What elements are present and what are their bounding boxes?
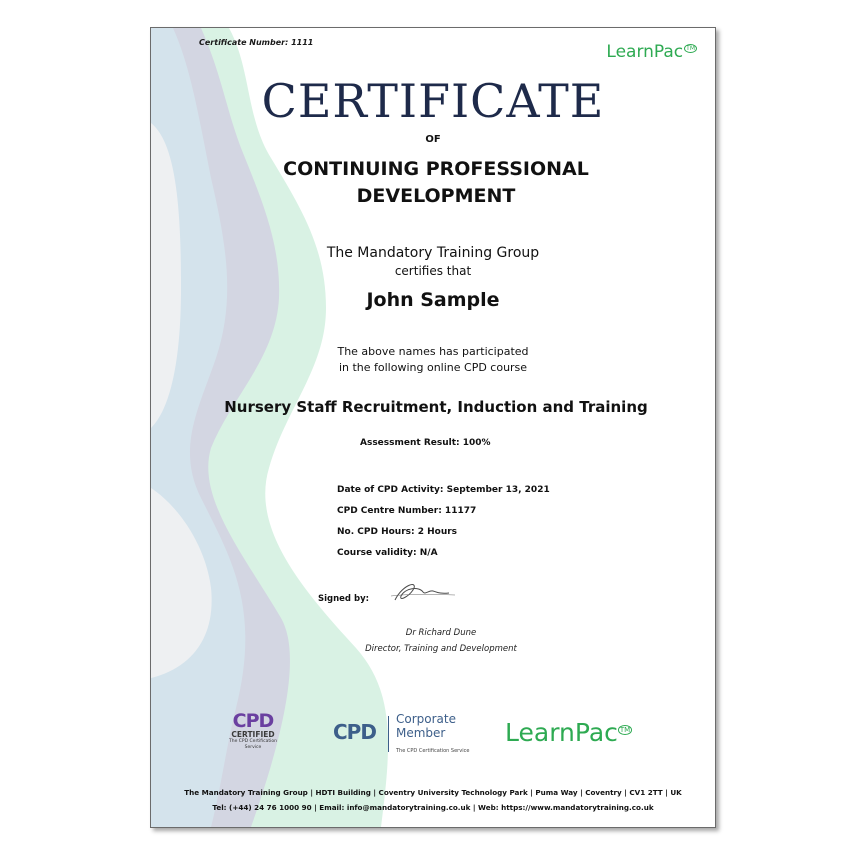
certificate-number: Certificate Number: 1111	[199, 38, 314, 47]
corporate-member-text	[396, 712, 456, 740]
certifies-text: certifies that	[394, 264, 472, 278]
participation-line-2: in the following online CPD course	[338, 361, 528, 374]
detail-date: Date of CPD Activity: September 13, 2021	[337, 485, 550, 495]
detail-hours: No. CPD Hours: 2 Hours	[337, 527, 458, 537]
signer-title: Director, Training and Development	[365, 644, 517, 654]
learnpac-logo	[505, 718, 632, 747]
course-name: Nursery Staff Recruitment, Induction and Training	[224, 398, 648, 416]
participation-statement	[151, 344, 715, 376]
detail-validity: Course validity: N/A	[337, 548, 438, 558]
cpd-certified-service: The CPD Certification Service	[228, 739, 277, 750]
brand-logo	[606, 42, 697, 62]
background-waves	[151, 28, 715, 827]
certificate-sheet	[150, 27, 716, 828]
certificate-subtitle	[151, 156, 716, 210]
cpd-details	[337, 480, 550, 564]
title-of: OF	[425, 134, 441, 145]
corporate-cpd-word: CPD	[333, 720, 376, 744]
subtitle-line-1: CONTINUING PROFESSIONAL	[283, 158, 589, 180]
participation-line-1: The above names has participated	[337, 345, 529, 358]
corporate-service: The CPD Certification Service	[396, 748, 470, 754]
trademark-badge: TM	[686, 45, 695, 53]
corporate-divider	[388, 716, 389, 752]
footer-contact: Tel: (+44) 24 76 1000 90 | Email: info@mandatorytraining.co.uk | Web: https://www.mandatorytraining.co.uk	[212, 803, 654, 812]
footer-address: The Mandatory Training Group | HDTI Building | Coventry University Technology Park | Puma Way | Coventry | CV1 2TT | UK	[184, 788, 682, 797]
cpd-certified-label: CERTIFIED	[231, 730, 275, 739]
detail-centre-number: CPD Centre Number: 11177	[337, 506, 477, 516]
signer-block	[311, 625, 571, 657]
assessment-result: Assessment Result: 100%	[360, 438, 491, 448]
issuer: The Mandatory Training Group	[326, 245, 540, 261]
learnpac-name: LearnPac	[505, 718, 618, 747]
cpd-certified-logo	[225, 712, 281, 756]
signed-by-label: Signed by:	[318, 594, 370, 604]
subtitle-line-2: DEVELOPMENT	[356, 185, 516, 207]
recipient-name: John Sample	[366, 289, 500, 311]
corporate-line-1: Corporate	[396, 712, 456, 726]
signer-name: Dr Richard Dune	[405, 628, 477, 638]
learnpac-trademark: TM	[619, 725, 631, 734]
certificate-title: CERTIFICATE	[261, 74, 605, 128]
brand-name: LearnPac	[606, 42, 684, 62]
signature-image	[389, 578, 459, 604]
cpd-certified-word: CPD	[232, 710, 274, 732]
corporate-line-2: Member	[396, 726, 446, 740]
